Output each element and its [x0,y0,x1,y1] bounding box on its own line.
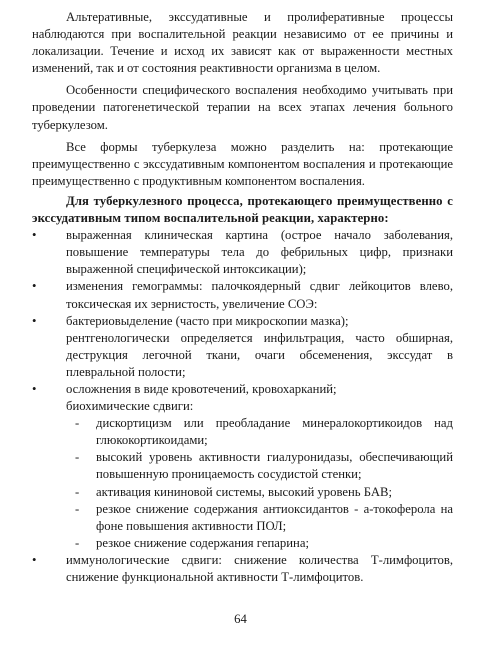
section-heading: Для туберкулезного процесса, протекающего преимущественно с экссудативным типом воспалительной реакции, характерно: [32,193,453,226]
bullet-marker: • [32,381,37,396]
document-page [32,9,453,586]
list-item [32,278,453,312]
list-item-text: иммунологические сдвиги: снижение количества Т-лимфоцитов, снижение функциональной активности Т-лимфоцитов. [66,552,453,584]
bullet-list [32,227,453,586]
dash-marker: - [75,484,80,499]
dash-item [62,449,453,483]
dash-item-text: активация кининовой системы, высокий уровень БАВ; [96,484,393,499]
paragraph-inflammation-processes: Альтеративные, экссудативные и пролиферативные процессы наблюдаются при воспалительной реакции независимо от ее причины и локализации. Течение и исход их зависят как от выраженности местных изменений, так и от состояния реактивности организма в целом. [32,10,453,76]
list-item-continuation: рентгенологически определяется инфильтрация, часто обширная, деструкция легочной ткани, очаги обсеменения, экссудат в плевральной полости; [66,330,453,379]
dash-item [62,415,453,449]
list-item [32,227,453,278]
paragraph-tuberculosis-forms: Все формы туберкулеза можно разделить на: протекающие преимущественно с экссудативным компонентом воспаления и протекающие преимущественно с продуктивным компонентом воспаления. [32,139,453,188]
list-item-continuation: биохимические сдвиги: [66,399,194,414]
dash-item-text: резкое снижение содержания антиоксидантов - а-токоферола на фоне повышения активности ПОЛ; [96,501,453,533]
dash-item-text: дискортицизм или преобладание минералокортикоидов над глюкокортикоидами; [96,416,453,448]
dash-marker: - [75,535,80,550]
bullet-marker: • [32,552,37,567]
list-item-text: осложнения в виде кровотечений, кровохарканий; [66,381,337,396]
paragraph-specific-inflammation: Особенности специфического воспаления необходимо учитывать при проведении патогенетической терапии на всех этапах лечения больного туберкулезом. [32,83,453,132]
list-item-text: бактериовыделение (часто при микроскопии мазка); [66,313,349,328]
dash-list [66,415,453,552]
dash-item-text: высокий уровень активности гиалуронидазы, обеспечивающий повышенную проницаемость сосудистой стенки; [96,450,453,482]
list-item [32,552,453,586]
bullet-marker: • [32,228,37,243]
dash-marker: - [75,450,80,465]
dash-item [62,535,453,552]
dash-item [62,484,453,501]
bullet-marker: • [32,313,37,328]
list-item [32,381,453,552]
page-number: 64 [234,612,247,626]
bullet-marker: • [32,279,37,294]
list-item-text: изменения гемограммы: палочкоядерный сдвиг лейкоцитов влево, токсическая их зернистость, увеличение СОЭ: [66,279,453,311]
dash-marker: - [75,501,80,516]
dash-marker: - [75,416,80,431]
dash-item [62,501,453,535]
dash-item-text: резкое снижение содержания гепарина; [96,535,309,550]
list-item-text: выраженная клиническая картина (острое начало заболевания, повышение температуры тела до фебрильных цифр, признаки выраженной специфической интоксикации); [66,228,453,277]
list-item [32,313,453,381]
